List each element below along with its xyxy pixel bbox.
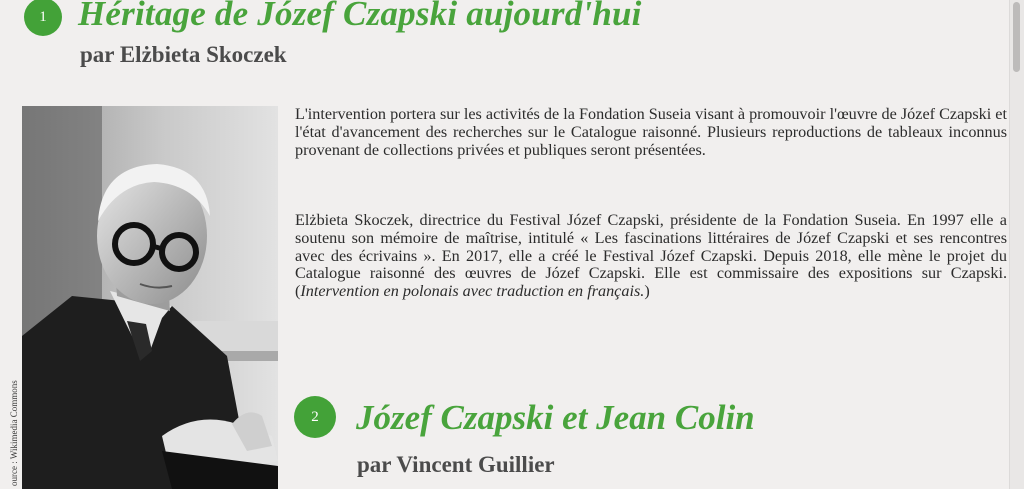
intervention-description: L'intervention portera sur les activités de la Fondation Suseia visant à promouvoir l'œuvre de Józef Czapski et l'état d'avancement des recherches sur le Catalogue raisonné. Plusieurs reproductions de tableaux inconnus provenant de collections privées et publiques seront présentées.	[295, 105, 1007, 159]
portrait-illustration	[22, 106, 278, 489]
section-title: Héritage de Józef Czapski aujourd'hui	[78, 0, 642, 33]
section-number-badge	[24, 0, 62, 36]
section-title: Józef Czapski et Jean Colin	[356, 398, 755, 437]
page-scrollbar[interactable]	[1009, 0, 1024, 489]
author-biography	[295, 212, 1007, 301]
portrait-photo	[22, 106, 278, 489]
biography-text: Elżbieta Skoczek, directrice du Festival Józef Czapski, présidente de la Fondation Suseia. En 1997 elle a soutenu son mémoire de maîtrise, intitulé « Les fascinations littéraires de Józef Czapski et ses rencontres avec des écrivains ». En 2017, elle a créé le Festival Józef Czapski. Depuis 2018, elle mène le projet du Catalogue raisonné des œuvres de Józef Czapski. Elle est commissaire des expositions sur Czapski. (	[295, 211, 1007, 301]
biography-closing: )	[644, 282, 650, 301]
section-number: 2	[311, 408, 319, 425]
section-author: par Vincent Guillier	[357, 452, 555, 477]
section-number-badge	[294, 396, 336, 438]
scrollbar-thumb[interactable]	[1013, 2, 1020, 72]
section-author: par Elżbieta Skoczek	[80, 42, 287, 67]
section-number: 1	[39, 8, 47, 25]
photo-caption: ource : Wikimedia Commons	[9, 380, 19, 486]
language-note: Intervention en polonais avec traduction en français.	[300, 282, 645, 301]
